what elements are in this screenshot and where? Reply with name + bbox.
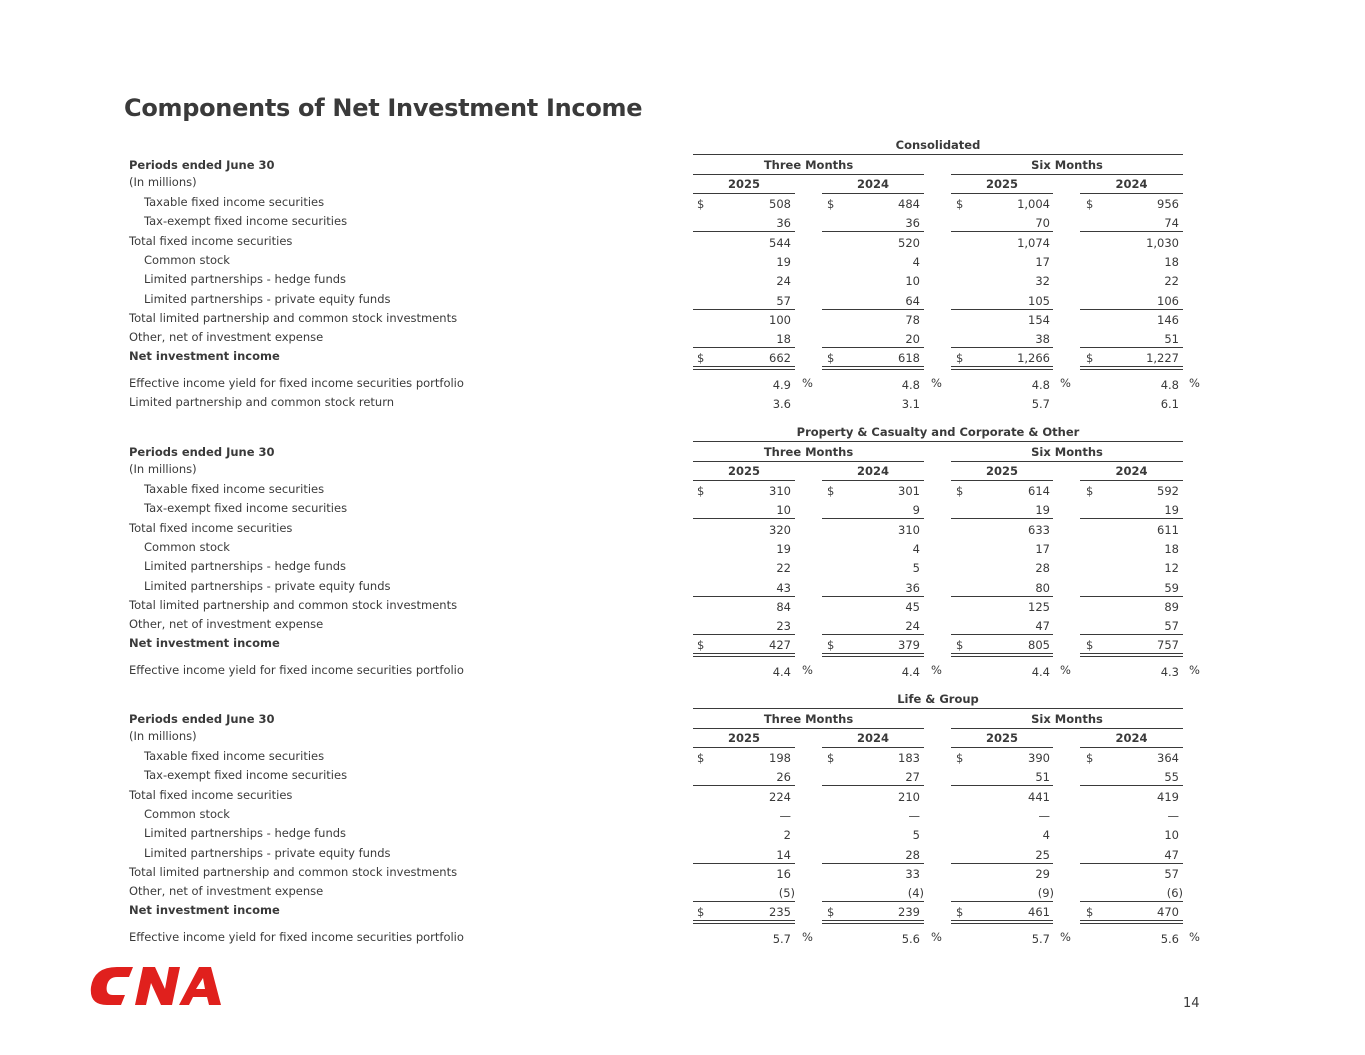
yield-value: 5.6 [901,931,920,946]
cell-value: 4 [912,541,920,556]
row-label: Total limited partnership and common stock investments [129,864,458,879]
cell-value: 51 [1164,332,1179,347]
dollar-sign: $ [697,638,705,653]
cell-value: 154 [1028,312,1050,327]
percent-sign: % [931,375,942,390]
lp-return-value: 3.1 [901,397,920,411]
dollar-sign: $ [697,905,705,920]
cell-value: 24 [776,274,791,289]
cell-value: 106 [1157,293,1179,308]
cell-value: — [1167,808,1179,823]
percent-sign: % [1060,375,1071,390]
row-label: Taxable fixed income securities [144,195,325,209]
cell-value: 80 [1035,580,1050,595]
cell-value: 592 [1157,484,1179,498]
underline [951,193,1053,194]
underline [693,154,1183,155]
yield-value: 4.3 [1160,664,1179,679]
cell-value: 310 [898,522,920,537]
three-months-header: Three Months [763,158,854,172]
underline [693,347,795,348]
lp-return-value: 5.7 [1031,397,1050,411]
row-label: Other, net of investment expense [129,884,324,899]
cell-value: 224 [769,789,791,804]
yield-value: 5.7 [772,931,791,946]
underline [822,863,924,864]
cell-value: 64 [905,293,920,308]
dollar-sign: $ [1086,197,1094,211]
yield-value: 4.8 [1031,377,1050,392]
cell-value: 364 [1157,751,1179,765]
section-title: Consolidated [895,138,981,152]
dollar-sign: $ [827,905,835,920]
underline [951,347,1053,348]
cell-value: 239 [898,905,920,920]
percent-sign: % [931,662,942,677]
cell-value: 105 [1028,293,1050,308]
year-header: 2024 [856,731,889,745]
dollar-sign: $ [827,351,835,366]
cell-value: 38 [1035,332,1050,347]
underline [822,231,924,232]
cell-value: 18 [1164,254,1179,269]
year-header: 2025 [727,731,760,745]
three-months-header: Three Months [763,445,854,459]
cell-value: 805 [1028,638,1050,653]
double-underline [693,920,795,924]
dollar-sign: $ [1086,351,1094,366]
row-label: Net investment income [129,903,280,918]
row-label: Limited partnerships - hedge funds [144,826,347,841]
cell-value: 146 [1157,312,1179,327]
cell-value: 45 [905,599,920,614]
cell-value: 51 [1035,770,1050,785]
cell-value: 1,227 [1146,351,1179,366]
units-label: (In millions) [129,462,197,476]
cell-value: 57 [1164,619,1179,634]
underline [951,596,1053,597]
percent-sign: % [802,929,813,944]
year-header: 2025 [985,731,1018,745]
cell-value: 47 [1164,847,1179,862]
cell-value: 24 [905,619,920,634]
dollar-sign: $ [1086,484,1094,498]
dollar-sign: $ [697,197,705,211]
cell-value: 611 [1157,522,1179,537]
dollar-sign: $ [1086,905,1094,920]
cell-value: (4) [907,886,924,901]
periods-label: Periods ended June 30 [129,712,275,726]
year-header: 2024 [856,464,889,478]
cell-value: 47 [1035,619,1050,634]
cna-logo [87,963,223,1009]
percent-sign: % [1060,929,1071,944]
underline [693,634,795,635]
cell-value: 419 [1157,789,1179,804]
cell-value: 19 [776,254,791,269]
double-underline [822,366,924,370]
underline [822,785,924,786]
cell-value: 10 [905,274,920,289]
cell-value: 9 [912,503,920,518]
underline [693,747,795,748]
yield-label: Effective income yield for fixed income securities portfolio [129,375,464,390]
cell-value: 22 [1164,274,1179,289]
six-months-header: Six Months [1031,158,1103,172]
page-number: 14 [1183,996,1200,1011]
lp-return-label: Limited partnership and common stock return [129,395,395,409]
six-months-header: Six Months [1031,712,1103,726]
underline [693,708,1183,709]
underline [693,480,795,481]
double-underline [822,920,924,924]
cell-value: 198 [769,751,791,765]
row-label: Tax-exempt fixed income securities [144,501,348,516]
yield-value: 5.7 [1031,931,1050,946]
cell-value: 1,030 [1146,235,1179,250]
cell-value: 235 [769,905,791,920]
underline [693,441,1183,442]
cell-value: 1,074 [1017,235,1050,250]
cell-value: 2 [783,828,791,843]
underline [1080,785,1183,786]
cell-value: — [1038,808,1050,823]
cell-value: (5) [778,886,795,901]
underline [693,728,924,729]
cell-value: 125 [1028,599,1050,614]
underline [693,518,795,519]
year-header: 2024 [856,177,889,191]
cell-value: 210 [898,789,920,804]
dollar-sign: $ [956,484,964,498]
underline [1080,347,1183,348]
underline [822,347,924,348]
dollar-sign: $ [827,484,835,498]
cell-value: 33 [905,866,920,881]
double-underline [951,366,1053,370]
underline [951,518,1053,519]
cell-value: 16 [776,866,791,881]
cell-value: 36 [905,216,920,231]
cell-value: 28 [905,847,920,862]
percent-sign: % [1189,662,1200,677]
yield-value: 4.8 [901,377,920,392]
underline [951,863,1053,864]
year-header: 2024 [1115,464,1148,478]
yield-value: 4.8 [1160,377,1179,392]
cell-value: 461 [1028,905,1050,920]
cell-value: 633 [1028,522,1050,537]
percent-sign: % [1189,375,1200,390]
percent-sign: % [802,375,813,390]
cell-value: 10 [776,503,791,518]
double-underline [951,920,1053,924]
year-header: 2024 [1115,731,1148,745]
cell-value: 427 [769,638,791,653]
underline [822,634,924,635]
underline [822,518,924,519]
row-label: Tax-exempt fixed income securities [144,768,348,783]
cell-value: (9) [1037,886,1054,901]
cell-value: 484 [898,197,920,211]
underline [1080,747,1183,748]
underline [693,309,795,310]
cell-value: 614 [1028,484,1050,498]
cell-value: 183 [898,751,920,765]
row-label: Common stock [144,539,230,554]
dollar-sign: $ [697,484,705,498]
dollar-sign: $ [956,351,964,366]
row-label: Total fixed income securities [129,233,293,248]
cell-value: (6) [1166,886,1183,901]
row-label: Other, net of investment expense [129,617,324,632]
cell-value: 4 [1042,828,1050,843]
cell-value: 17 [1035,254,1050,269]
row-label: Total limited partnership and common stock investments [129,310,458,325]
cell-value: 29 [1035,866,1050,881]
percent-sign: % [802,662,813,677]
cell-value: 78 [905,312,920,327]
underline [693,231,795,232]
underline [693,461,924,462]
cell-value: 25 [1035,847,1050,862]
double-underline [1080,366,1183,370]
cell-value: 4 [912,254,920,269]
underline [951,174,1183,175]
units-label: (In millions) [129,175,197,189]
cell-value: 544 [769,235,791,250]
underline [822,596,924,597]
yield-value: 4.4 [1031,664,1050,679]
percent-sign: % [1189,929,1200,944]
row-label: Taxable fixed income securities [144,749,325,763]
periods-label: Periods ended June 30 [129,158,275,172]
units-label: (In millions) [129,729,197,743]
cell-value: 956 [1157,197,1179,211]
double-underline [951,653,1053,657]
cell-value: 379 [898,638,920,653]
cell-value: 57 [776,293,791,308]
row-label: Common stock [144,806,230,821]
yield-label: Effective income yield for fixed income securities portfolio [129,662,464,677]
year-header: 2025 [727,464,760,478]
underline [951,309,1053,310]
cell-value: 618 [898,351,920,366]
section-title: Property & Casualty and Corporate & Other [796,425,1080,439]
cell-value: — [908,808,920,823]
cell-value: 84 [776,599,791,614]
cell-value: 19 [1164,503,1179,518]
underline [693,863,795,864]
cell-value: 22 [776,561,791,576]
underline [1080,193,1183,194]
cell-value: 27 [905,770,920,785]
underline [951,480,1053,481]
double-underline [693,366,795,370]
lp-return-value: 6.1 [1160,397,1179,411]
cell-value: 390 [1028,751,1050,765]
underline [693,193,795,194]
cell-value: 32 [1035,274,1050,289]
cell-value: 26 [776,770,791,785]
page-title: Components of Net Investment Income [124,94,643,122]
yield-value: 5.6 [1160,931,1179,946]
cell-value: 19 [776,541,791,556]
lp-return-value: 3.6 [772,397,791,411]
dollar-sign: $ [1086,638,1094,653]
dollar-sign: $ [1086,751,1094,765]
underline [1080,309,1183,310]
cell-value: 310 [769,484,791,498]
underline [693,901,795,902]
row-label: Common stock [144,252,230,267]
cell-value: 20 [905,332,920,347]
underline [1080,634,1183,635]
underline [951,634,1053,635]
yield-value: 4.4 [901,664,920,679]
cell-value: 18 [776,332,791,347]
row-label: Limited partnerships - private equity funds [144,845,391,860]
section-title: Life & Group [897,692,979,706]
cell-value: 470 [1157,905,1179,920]
year-header: 2024 [1115,177,1148,191]
cell-value: 757 [1157,638,1179,653]
cell-value: 5 [912,828,920,843]
cell-value: 89 [1164,599,1179,614]
row-label: Limited partnerships - hedge funds [144,272,347,287]
periods-label: Periods ended June 30 [129,445,275,459]
underline [951,461,1183,462]
cell-value: 17 [1035,541,1050,556]
dollar-sign: $ [827,638,835,653]
underline [693,785,795,786]
year-header: 2025 [985,177,1018,191]
underline [1080,518,1183,519]
percent-sign: % [931,929,942,944]
double-underline [1080,653,1183,657]
underline [951,785,1053,786]
underline [1080,231,1183,232]
cell-value: 43 [776,580,791,595]
cell-value: 19 [1035,503,1050,518]
dollar-sign: $ [956,905,964,920]
cell-value: 28 [1035,561,1050,576]
cell-value: 74 [1164,216,1179,231]
three-months-header: Three Months [763,712,854,726]
cell-value: 5 [912,561,920,576]
underline [1080,480,1183,481]
row-label: Net investment income [129,636,280,651]
year-header: 2025 [727,177,760,191]
cell-value: 59 [1164,580,1179,595]
underline [822,480,924,481]
yield-value: 4.9 [772,377,791,392]
cell-value: 18 [1164,541,1179,556]
cell-value: 662 [769,351,791,366]
underline [951,747,1053,748]
dollar-sign: $ [956,751,964,765]
cell-value: 508 [769,197,791,211]
cell-value: 70 [1035,216,1050,231]
six-months-header: Six Months [1031,445,1103,459]
row-label: Total limited partnership and common stock investments [129,597,458,612]
underline [822,901,924,902]
dollar-sign: $ [827,197,835,211]
row-label: Net investment income [129,349,280,364]
cell-value: 1,004 [1017,197,1050,211]
underline [693,174,924,175]
double-underline [822,653,924,657]
underline [1080,596,1183,597]
dollar-sign: $ [956,638,964,653]
cell-value: 55 [1164,770,1179,785]
cell-value: 23 [776,619,791,634]
cell-value: 10 [1164,828,1179,843]
cell-value: 1,266 [1017,351,1050,366]
row-label: Total fixed income securities [129,787,293,802]
dollar-sign: $ [697,351,705,366]
cell-value: 57 [1164,866,1179,881]
underline [693,596,795,597]
double-underline [1080,920,1183,924]
cell-value: 320 [769,522,791,537]
year-header: 2025 [985,464,1018,478]
percent-sign: % [1060,662,1071,677]
row-label: Limited partnerships - private equity funds [144,578,391,593]
cell-value: 36 [776,216,791,231]
underline [822,193,924,194]
row-label: Total fixed income securities [129,520,293,535]
yield-value: 4.4 [772,664,791,679]
row-label: Other, net of investment expense [129,330,324,345]
underline [951,728,1183,729]
underline [1080,901,1183,902]
cell-value: 100 [769,312,791,327]
yield-label: Effective income yield for fixed income securities portfolio [129,929,464,944]
cell-value: 36 [905,580,920,595]
underline [1080,863,1183,864]
row-label: Limited partnerships - private equity funds [144,291,391,306]
underline [951,901,1053,902]
dollar-sign: $ [697,751,705,765]
row-label: Limited partnerships - hedge funds [144,559,347,574]
underline [822,309,924,310]
row-label: Tax-exempt fixed income securities [144,214,348,229]
double-underline [693,653,795,657]
cell-value: 14 [776,847,791,862]
cell-value: 12 [1164,561,1179,576]
cell-value: — [779,808,791,823]
row-label: Taxable fixed income securities [144,482,325,496]
cell-value: 520 [898,235,920,250]
cell-value: 441 [1028,789,1050,804]
underline [822,747,924,748]
dollar-sign: $ [827,751,835,765]
dollar-sign: $ [956,197,964,211]
underline [951,231,1053,232]
cell-value: 301 [898,484,920,498]
